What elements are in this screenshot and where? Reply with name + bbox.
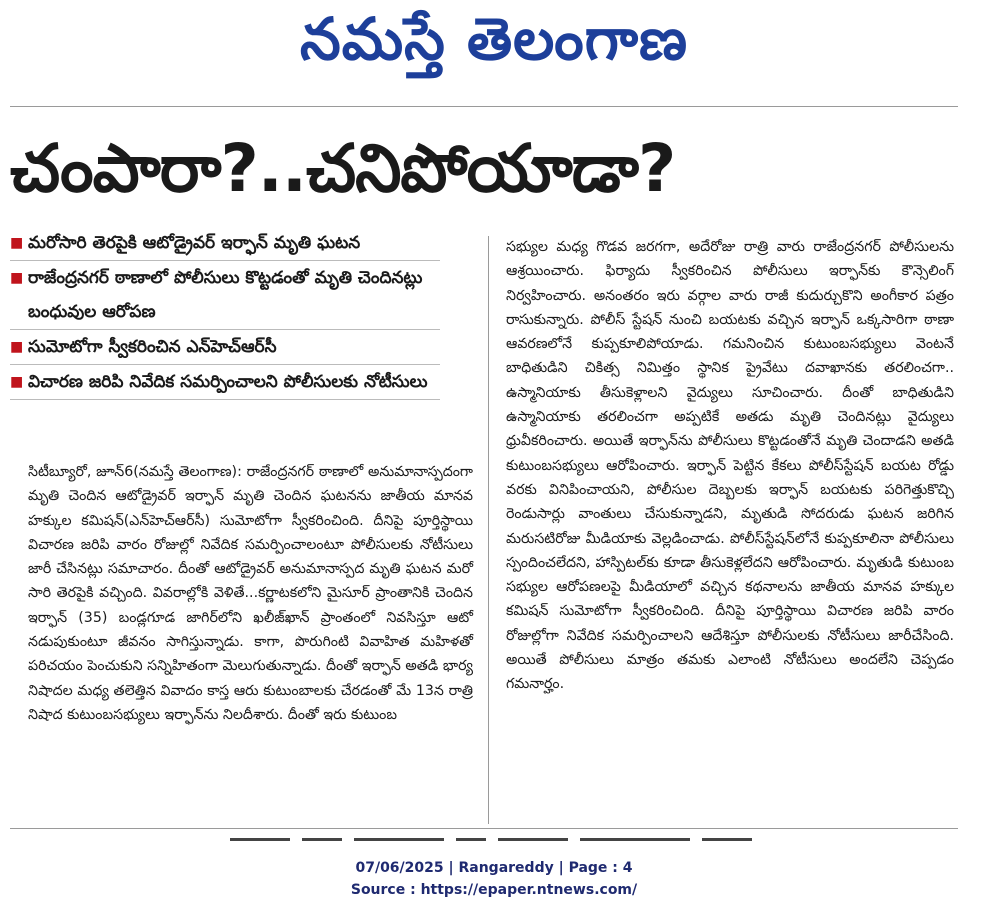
highlight-text: సుమోటోగా స్వీకరించిన ఎన్‌హెచ్‌ఆర్‌సీ <box>28 337 277 357</box>
newspaper-masthead <box>0 0 988 92</box>
highlight-text: మరోసారి తెరపైకి ఆటోడ్రైవర్ ఇర్ఫాన్ మృతి ఘటన <box>28 233 361 253</box>
highlight-text: విచారణ జరిపి నివేదిక సమర్పించాలని పోలీసులకు నోటీసులు <box>28 372 428 392</box>
footer-divider <box>10 828 958 829</box>
highlight-text: రాజేంద్రనగర్ ఠాణాలో పోలీసులు కొట్టడంతో మృతి చెందినట్లు బంధువుల ఆరోపణ <box>28 268 423 322</box>
highlight-item <box>10 261 440 330</box>
edition-info: 07/06/2025 | Rangareddy | Page : 4 <box>355 860 633 876</box>
masthead-title: నమస్తే తెలంగాణ <box>300 4 688 73</box>
article-headline: చంపారా?..చనిపోయాడా? <box>10 130 676 207</box>
source-link[interactable]: Source : https://epaper.ntnews.com/ <box>350 882 638 898</box>
article-body-left-column: సిటీబ్యూరో, జూన్6(నమస్తే తెలంగాణ): రాజేంద్రనగర్ ఠాణాలో అనుమానాస్పదంగా మృతి చెందిన ఆటోడ్రైవర్ ఇర్ఫాన్ మృతి చెందిన ఘటనను జాతీయ మానవ హక్కుల కమిషన్(ఎన్‌హెచ్‌ఆర్‌సీ) సుమోటోగా స్వీకరించింది. దీనిపై పూర్తిస్థాయి విచారణ జరిపి వారం రోజుల్లో నివేదిక సమర్పించాలంటూ పోలీసులకు నోటీసులు జారీ చేసినట్లు సమాచారం. దీంతో ఆటోడ్రైవర్ అనుమానాస్పద మృతి ఘటన మరో సారి తెరపైకి వచ్చింది. వివరాల్లోకి వెళితే...కర్ణాటకలోని మైసూర్ ప్రాంతానికి చెందిన ఇర్ఫాన్ (35) బండ్లగూడ జాగిర్‌లోని ఖలీజ్‌ఖాన్ ప్రాంతంలో నివసిస్తూ ఆటో నడుపుకుంటూ జీవనం సాగిస్తున్నాడు. కాగా, పొరుగింటి వివాహిత మహిళతో పరిచయం పెంచుకుని సన్నిహితంగా మెలుగుతున్నాడు. దీంతో ఇర్ఫాన్ అతడి భార్య నిషాదల మధ్య తలెత్తిన వివాదం కాస్త ఆరు కుటుంబాలకు చేరడంతో మే 13న రాత్రి నిషాద కుటుంబసభ్యులు ఇర్ఫాన్‌ను నిలదీశారు. దీంతో ఇరు కుటుంబ <box>28 464 473 723</box>
cropped-next-article-strip <box>230 838 930 846</box>
highlights-list <box>10 226 440 400</box>
article-body-right-column: సభ్యుల మధ్య గొడవ జరగగా, అదేరోజు రాత్రి వారు రాజేంద్రనగర్ పోలీసులను ఆశ్రయించారు. ఫిర్యాదు స్వీకరించిన పోలీసులు ఇర్ఫాన్‌కు కౌన్సెలింగ్ నిర్వహించారు. అనంతరం ఇరు వర్గాల వారు రాజీ కుదుర్చుకొని అంగీకార పత్రం రాసుకున్నారు. పోలీస్ స్టేషన్ నుంచి బయటకు వచ్చిన ఇర్ఫాన్ ఒక్కసారిగా ఠాణా ఆవరణలోనే కుప్పకూలిపోయాడు. గమనించిన కుటుంబసభ్యులు వెంటనే బాధితుడిని చికిత్స నిమిత్తం స్థానిక ప్రైవేటు దవాఖానకు తరలించగా.. ఉస్మానియాకు తీసుకెళ్లాలని వైద్యులు సూచించారు. దీంతో బాధితుడిని ఉస్మానియాకు తరలించగా అప్పటికే అతడు మృతి చెందినట్లు వైద్యులు ధ్రువీకరించారు. అయితే ఇర్ఫాన్‌ను పోలీసులు కొట్టడంతోనే మృతి చెందాడని అతడి కుటుంబసభ్యులు ఆరోపించారు. ఇర్ఫాన్ పెట్టిన కేకలు పోలీస్‌స్టేషన్ బయట రోడ్డు వరకు వినిపించాయని, పోలీసుల దెబ్బలకు ఇర్ఫాన్ బయటకు పరిగెత్తుకొచ్చి రెండుసార్లు వాంతులు చేసుకున్నాడని, మృతుడి సోదరుడు ఘటన జరిగిన మరుసటిరోజు మీడియాకు వెల్లడించాడు. పోలీస్‌స్టేషన్‌లోనే కుప్పకూలినా పోలీసులు స్పందించలేదని, హాస్పిటల్‌కు కూడా తీసుకెళ్లలేదని ఆరోపించారు. మృతుడి కుటుంబ సభ్యుల ఆరోపణలపై మీడియాలో వచ్చిన కథనాలను జాతీయ మానవ హక్కుల కమిషన్ సుమోటోగా స్వీకరించింది. దీనిపై పూర్తిస్థాయి విచారణ జరిపి వారం రోజుల్లోగా నివేదిక సమర్పించాలని ఆదేశిస్తూ పోలీసులకు నోటీసులు జారీచేసింది. అయితే పోలీసులు మాత్రం తమకు ఎలాంటి నోటీసులు అందలేని చెప్పడం గమనార్హం. <box>506 239 954 693</box>
highlight-item <box>10 226 440 261</box>
bullet-square-icon: ■ <box>10 374 24 390</box>
masthead-divider <box>10 106 958 107</box>
bullet-square-icon: ■ <box>10 270 24 286</box>
highlight-item <box>10 330 440 365</box>
bullet-square-icon: ■ <box>10 235 24 251</box>
bullet-square-icon: ■ <box>10 339 24 355</box>
column-divider <box>488 236 489 824</box>
highlight-item <box>10 365 440 400</box>
